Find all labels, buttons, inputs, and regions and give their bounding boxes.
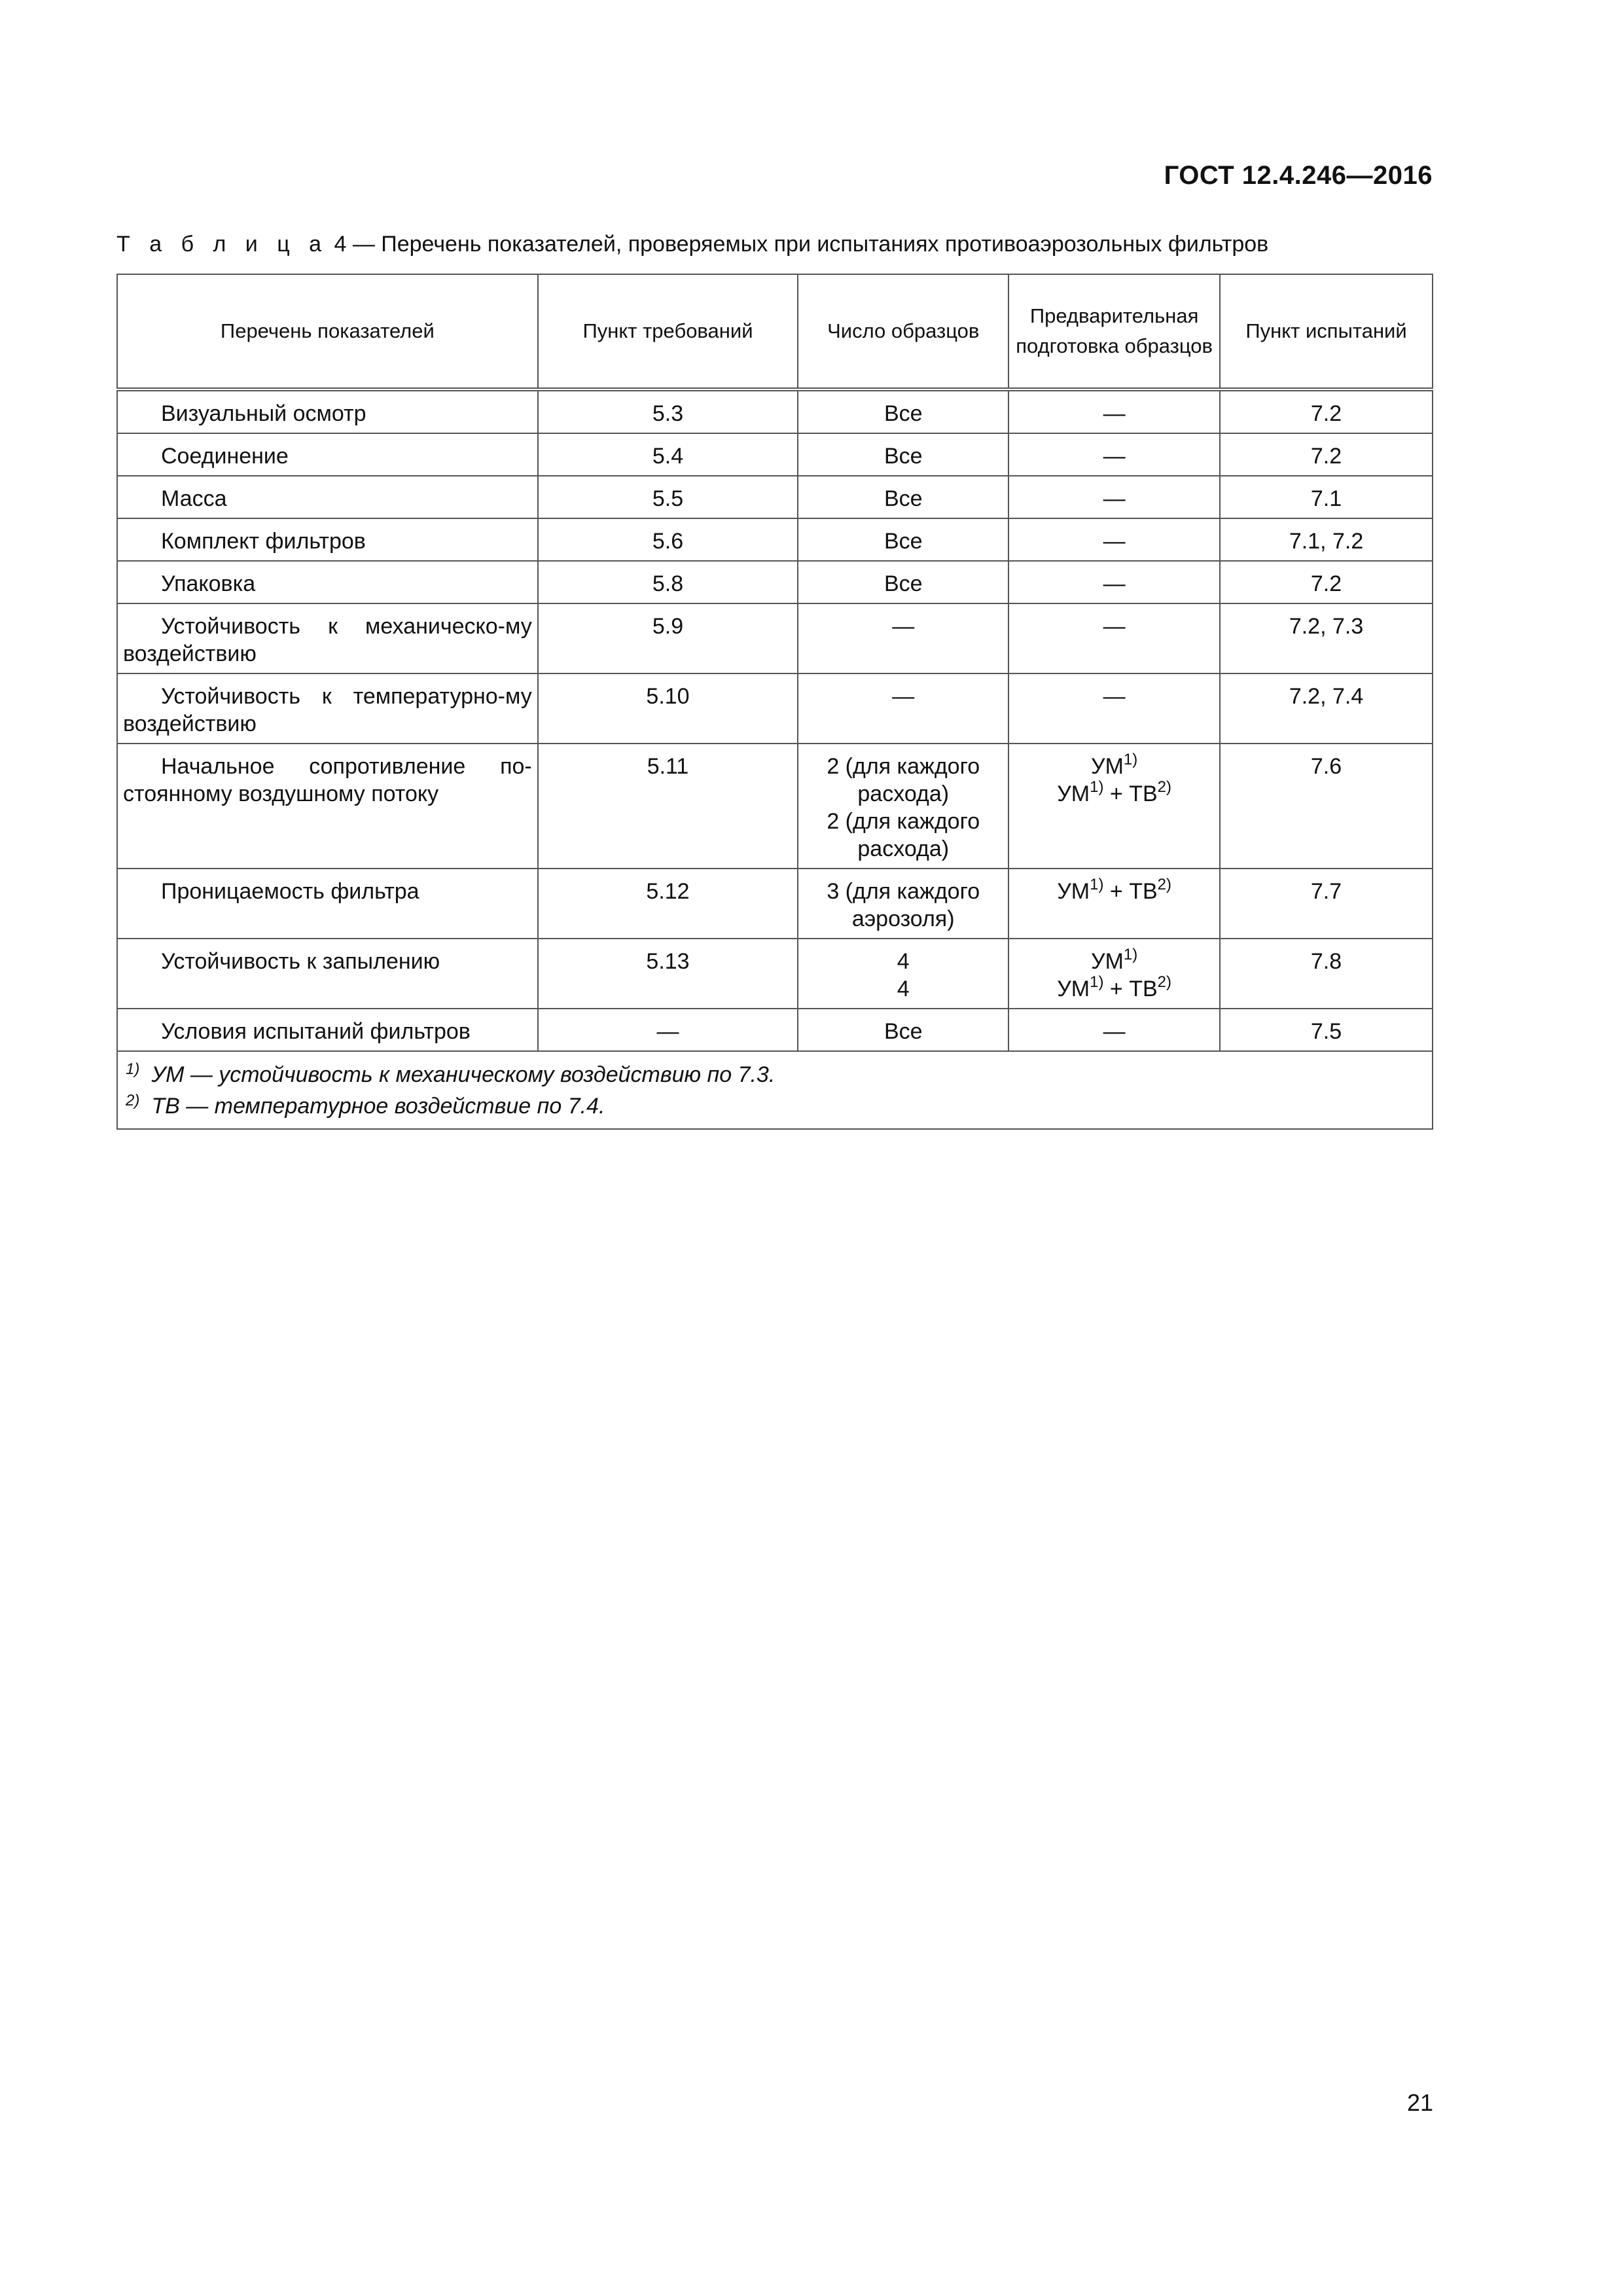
page-number: 21 <box>1406 2089 1433 2116</box>
cell-preconditioning: — <box>1008 673 1220 744</box>
footnote-ref: 1) <box>1090 876 1104 893</box>
cell-requirement-clause: 5.5 <box>538 476 798 518</box>
footnote-ref: 1) <box>1123 751 1138 768</box>
cell-test-clause: 7.6 <box>1220 744 1433 869</box>
column-header-test-clause: Пункт испытаний <box>1220 274 1433 389</box>
preconditioning-line <box>1014 975 1214 1003</box>
cell-requirement-clause: 5.8 <box>538 561 798 603</box>
cell-requirement-clause: 5.4 <box>538 433 798 476</box>
preconditioning-line <box>1014 753 1214 780</box>
cell-preconditioning <box>1008 869 1220 939</box>
note-text: УМ — устойчивость к механическому воздействию по 7.3. <box>151 1062 776 1087</box>
table-row <box>117 869 1433 939</box>
cell-indicator: Масса <box>117 476 538 518</box>
preconditioning-code: УМ <box>1090 754 1124 779</box>
cell-test-clause: 7.1, 7.2 <box>1220 518 1433 561</box>
table-row <box>117 476 1433 518</box>
table-caption-label: Т а б л и ц а <box>116 232 329 257</box>
cell-sample-count: Все <box>798 389 1008 433</box>
cell-sample-count: Все <box>798 518 1008 561</box>
table-caption <box>116 232 1268 257</box>
footnote-ref: 1) <box>1123 946 1138 963</box>
table-row <box>117 1009 1433 1051</box>
preconditioning-code: + ТВ <box>1103 977 1158 1001</box>
cell-indicator: Устойчивость к температурно-му воздействию <box>117 673 538 744</box>
table-row <box>117 389 1433 433</box>
cell-preconditioning <box>1008 744 1220 869</box>
cell-indicator: Устойчивость к механическо-му воздействию <box>117 603 538 673</box>
table-row <box>117 744 1433 869</box>
table-row <box>117 603 1433 673</box>
table-note <box>123 1060 1427 1092</box>
cell-preconditioning: — <box>1008 603 1220 673</box>
sample-count-line: 4 <box>897 949 910 974</box>
cell-test-clause: 7.7 <box>1220 869 1433 939</box>
sample-count-line: 2 (для каждого расхода) <box>827 809 980 861</box>
cell-indicator: Начальное сопротивление по-стоянному воздушному потоку <box>117 744 538 869</box>
footnote-ref: 1) <box>1090 778 1104 796</box>
table-row <box>117 673 1433 744</box>
cell-indicator: Устойчивость к запылению <box>117 939 538 1009</box>
table-header-row <box>117 274 1433 389</box>
cell-requirement-clause: 5.11 <box>538 744 798 869</box>
table-notes-row <box>117 1051 1433 1129</box>
sample-count-line: 4 <box>897 977 910 1001</box>
preconditioning-code: УМ <box>1057 879 1090 904</box>
preconditioning-line <box>1014 780 1214 808</box>
cell-test-clause: 7.8 <box>1220 939 1433 1009</box>
cell-preconditioning <box>1008 939 1220 1009</box>
preconditioning-code: + ТВ <box>1103 879 1158 904</box>
cell-indicator: Визуальный осмотр <box>117 389 538 433</box>
column-header-preconditioning: Предварительная подготовка образцов <box>1008 274 1220 389</box>
table-note <box>123 1092 1427 1123</box>
cell-requirement-clause: 5.9 <box>538 603 798 673</box>
cell-test-clause: 7.2 <box>1220 389 1433 433</box>
cell-indicator: Упаковка <box>117 561 538 603</box>
preconditioning-line <box>1014 878 1214 905</box>
column-header-requirement-clause: Пункт требований <box>538 274 798 389</box>
cell-indicator: Условия испытаний фильтров <box>117 1009 538 1051</box>
document-code: ГОСТ 12.4.246—2016 <box>1164 161 1433 190</box>
table-row <box>117 939 1433 1009</box>
table-row <box>117 518 1433 561</box>
column-header-sample-count: Число образцов <box>798 274 1008 389</box>
table-notes <box>117 1051 1433 1129</box>
footnote-ref: 2) <box>1157 973 1172 991</box>
cell-sample-count: Все <box>798 433 1008 476</box>
cell-sample-count: — <box>798 673 1008 744</box>
cell-test-clause: 7.1 <box>1220 476 1433 518</box>
column-header-indicators: Перечень показателей <box>117 274 538 389</box>
cell-requirement-clause: — <box>538 1009 798 1051</box>
preconditioning-code: УМ <box>1090 949 1124 974</box>
preconditioning-line <box>1014 948 1214 975</box>
preconditioning-code: УМ <box>1057 977 1090 1001</box>
cell-sample-count: Все <box>798 561 1008 603</box>
cell-preconditioning: — <box>1008 476 1220 518</box>
cell-preconditioning: — <box>1008 1009 1220 1051</box>
footnote-ref: 1) <box>1090 973 1104 991</box>
note-mark: 1) <box>126 1060 140 1078</box>
cell-test-clause: 7.2 <box>1220 433 1433 476</box>
cell-indicator: Проницаемость фильтра <box>117 869 538 939</box>
footnote-ref: 2) <box>1157 876 1172 893</box>
table-row <box>117 433 1433 476</box>
table-row <box>117 561 1433 603</box>
cell-sample-count: — <box>798 603 1008 673</box>
footnote-ref: 2) <box>1157 778 1172 796</box>
indicators-table <box>116 274 1433 1130</box>
cell-sample-count <box>798 744 1008 869</box>
cell-preconditioning: — <box>1008 389 1220 433</box>
note-mark: 2) <box>126 1092 140 1109</box>
cell-test-clause: 7.2, 7.3 <box>1220 603 1433 673</box>
cell-indicator: Соединение <box>117 433 538 476</box>
preconditioning-code: + ТВ <box>1103 781 1158 806</box>
note-text: ТВ — температурное воздействие по 7.4. <box>151 1094 605 1119</box>
cell-preconditioning: — <box>1008 561 1220 603</box>
sample-count-line: 2 (для каждого расхода) <box>827 754 980 806</box>
cell-sample-count <box>798 939 1008 1009</box>
cell-test-clause: 7.2 <box>1220 561 1433 603</box>
table-caption-text: 4 — Перечень показателей, проверяемых при испытаниях противоаэрозольных фильтров <box>328 232 1269 257</box>
cell-sample-count: Все <box>798 1009 1008 1051</box>
cell-indicator: Комплект фильтров <box>117 518 538 561</box>
cell-requirement-clause: 5.13 <box>538 939 798 1009</box>
cell-preconditioning: — <box>1008 433 1220 476</box>
cell-requirement-clause: 5.12 <box>538 869 798 939</box>
preconditioning-code: УМ <box>1057 781 1090 806</box>
cell-sample-count: 3 (для каждого аэрозоля) <box>798 869 1008 939</box>
cell-requirement-clause: 5.3 <box>538 389 798 433</box>
cell-test-clause: 7.2, 7.4 <box>1220 673 1433 744</box>
cell-test-clause: 7.5 <box>1220 1009 1433 1051</box>
cell-requirement-clause: 5.6 <box>538 518 798 561</box>
cell-preconditioning: — <box>1008 518 1220 561</box>
cell-requirement-clause: 5.10 <box>538 673 798 744</box>
cell-sample-count: Все <box>798 476 1008 518</box>
